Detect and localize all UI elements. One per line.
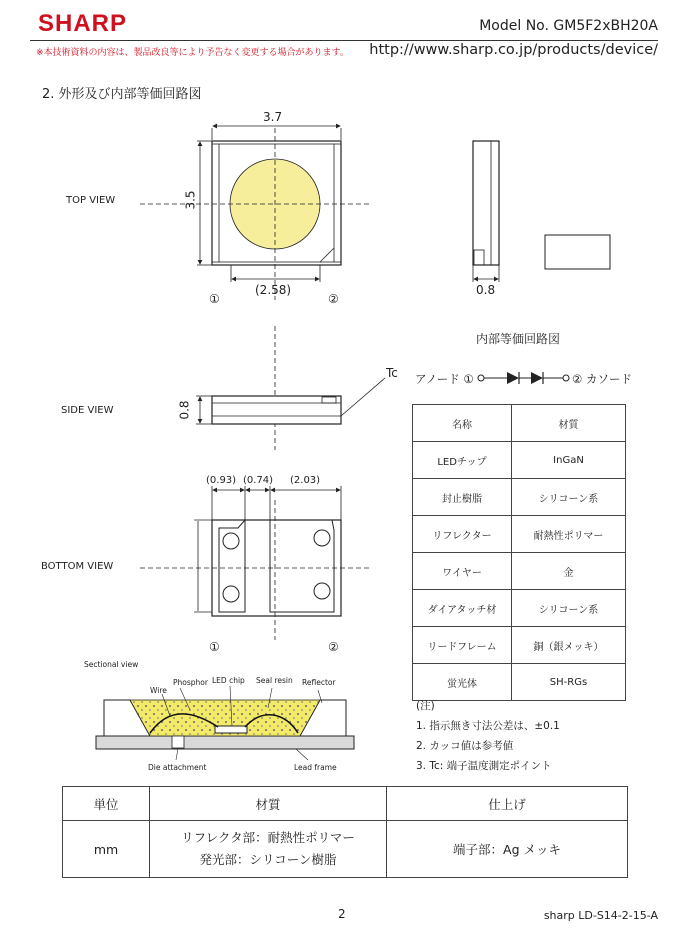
table-row: [413, 590, 626, 627]
material-value: シリコーン系: [512, 590, 626, 627]
tc-label: Tc: [386, 366, 398, 380]
pin2-bottom: ②: [328, 640, 339, 654]
pin2-top: ②: [328, 292, 339, 306]
material-value: [150, 821, 387, 878]
header-material: 材質: [150, 787, 387, 821]
header-material: 材質: [512, 405, 626, 442]
side-view: [196, 326, 385, 450]
bottom-view-label: BOTTOM VIEW: [41, 561, 114, 572]
equivalent-circuit-diagram: [478, 372, 569, 384]
document-number: sharp LD-S14-2-15-A: [543, 909, 658, 922]
material-value: InGaN: [512, 442, 626, 479]
header-unit: 単位: [63, 787, 150, 821]
model-number: Model No. GM5F2xBH20A: [479, 18, 658, 34]
dim-height: 3.5: [183, 190, 198, 210]
dim-inner: (2.58): [255, 283, 292, 297]
material-name: リードフレーム: [413, 627, 512, 664]
dim-b2: (0.74): [243, 475, 274, 486]
page-number: 2: [338, 907, 346, 921]
finish-value: 端子部：Ag メッキ: [387, 821, 628, 878]
top-view-side-profile: [473, 141, 610, 282]
dim-width: 3.7: [263, 110, 283, 124]
material-name: 封止樹脂: [413, 479, 512, 516]
material-value: SH-RGs: [512, 664, 626, 701]
dim-thickness: 0.8: [177, 400, 192, 420]
note-item: 3. Tc: 端子温度測定ポイント: [416, 760, 552, 772]
header-name: 名称: [413, 405, 512, 442]
unit-value: mm: [63, 821, 150, 878]
finish-table: [62, 786, 628, 878]
side-view-label: SIDE VIEW: [61, 405, 114, 416]
website-url[interactable]: http://www.sharp.co.jp/products/device/: [369, 42, 658, 58]
dim-side-width: 0.8: [476, 283, 496, 297]
material-name: リフレクター: [413, 516, 512, 553]
materials-table: [412, 404, 626, 701]
table-row: [413, 442, 626, 479]
anode-label: アノード ①: [415, 372, 474, 386]
table-header-row: [413, 405, 626, 442]
phosphor-label: Phosphor: [173, 678, 208, 687]
dim-b1: (0.93): [206, 475, 237, 486]
bottom-view: [140, 486, 370, 640]
reflector-label: Reflector: [302, 678, 336, 687]
led-chip-label: LED chip: [212, 676, 245, 685]
material-value: 金: [512, 553, 626, 590]
pin1-top: ①: [209, 292, 220, 306]
pin1-bottom: ①: [209, 640, 220, 654]
material-name: ダイアタッチ材: [413, 590, 512, 627]
table-row: [63, 821, 628, 878]
top-view-label: TOP VIEW: [66, 195, 116, 206]
note-item: 2. カッコ値は参考値: [416, 740, 514, 752]
table-row: [413, 516, 626, 553]
sharp-logo: SHARP: [38, 10, 128, 37]
material-value: 耐熱性ポリマー: [512, 516, 626, 553]
header-divider: [30, 40, 658, 41]
table-row: [413, 479, 626, 516]
table-header-row: [63, 787, 628, 821]
material-value: シリコーン系: [512, 479, 626, 516]
material-name: ワイヤー: [413, 553, 512, 590]
material-value: 銅（銀メッキ）: [512, 627, 626, 664]
table-row: [413, 627, 626, 664]
header-finish: 仕上げ: [387, 787, 628, 821]
sectional-view: [96, 686, 354, 760]
material-name: 蛍光体: [413, 664, 512, 701]
note-item: 1. 指示無き寸法公差は、±0.1: [416, 720, 560, 732]
material-name: LEDチップ: [413, 442, 512, 479]
die-attachment-label: Die attachment: [148, 763, 207, 772]
lead-frame-label: Lead frame: [294, 763, 337, 772]
notes-title: (注): [416, 700, 435, 712]
seal-resin-label: Seal resin: [256, 676, 293, 685]
circuit-title: 内部等価回路図: [476, 332, 561, 346]
notes: [416, 696, 560, 776]
change-notice: ※本技術資料の内容は、製品改良等により予告なく変更する場合があります。: [36, 48, 349, 58]
material-line: 発光部：シリコーン樹脂: [199, 852, 337, 867]
dim-b3: (2.03): [290, 475, 321, 486]
section-title: 2. 外形及び内部等価回路図: [42, 87, 202, 102]
top-view: [140, 126, 370, 300]
wire-label: Wire: [150, 686, 167, 695]
material-line: リフレクタ部：耐熱性ポリマー: [181, 830, 355, 845]
cathode-label: ② カソード: [572, 372, 632, 386]
table-row: [413, 553, 626, 590]
sectional-view-label: Sectional view: [84, 660, 139, 669]
table-row: [413, 664, 626, 701]
